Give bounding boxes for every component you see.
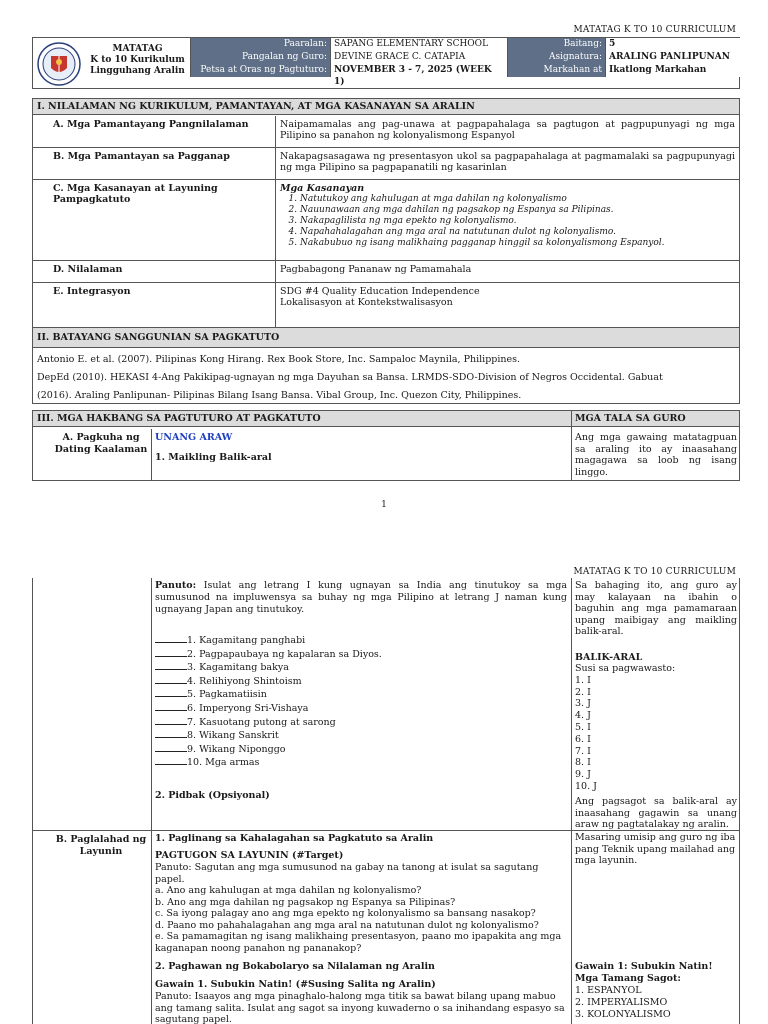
answer-item: 8. I (575, 757, 591, 769)
page-number: 1 (381, 500, 387, 510)
question-item: c. Sa iyong palagay ano ang mga epekto ng kolonyalismo sa bansang nasakop? (155, 908, 536, 919)
teacher-note-1: Ang mga gawaing matatagpuan sa araling ito ay inaasahang magagawa sa loob ng isang linggo. (575, 432, 737, 478)
section-3 (32, 410, 740, 481)
row-pamantayang-pangnilalaman (33, 116, 739, 148)
answer-key (575, 663, 675, 793)
section-2 (32, 328, 740, 404)
pidbak-step: 2. Pidbak (Opsiyonal) (155, 790, 270, 801)
paaralan-value: SAPANG ELEMENTARY SCHOOL (330, 38, 507, 51)
row-a-text: Naipamamalas ang pag-unawa at pagpapahalaga sa pagtugon at pagpupunyagi ng mga Pilipino sa panahon ng kolonyalismong Espanyol (280, 119, 735, 141)
baitang-label: Baitang: (507, 38, 605, 51)
panuto-block (155, 580, 567, 616)
petsa-value: NOVEMBER 3 - 7, 2025 (WEEK 1) (330, 64, 507, 77)
row-c-content (276, 180, 739, 252)
pagkuha-label: A. Pagkuha ng Dating Kaalaman (54, 432, 148, 455)
answer-item: 2. IMPERYALISMO (575, 996, 668, 1008)
answer-item: 2. I (575, 686, 591, 698)
paglalahad-label: B. Paglalahad ng Layunin (55, 834, 147, 857)
list-item: 10. Mga armas (155, 756, 455, 770)
answer-item: 6. I (575, 733, 591, 745)
reference-item: DepEd (2010). HEKASI 4-Ang Pakikipag-ugnayan ng mga Dayuhan sa Bansa. LRMDS-SDO-Division of Negros Occidental. Gabuat (37, 372, 663, 383)
answer-item: 1. I (575, 674, 591, 686)
logo-line2: K to 10 Kurikulum (90, 55, 185, 65)
answer-key-title: Susi sa pagwawasto: (575, 663, 676, 674)
list-item: 2. Nauunawaan ang mga dahilan ng pagsakop ng Espanya sa Pilipinas. (300, 205, 735, 216)
row-a-label: A. Mga Pamantayang Pangnilalaman (33, 116, 276, 147)
page2-table (32, 578, 740, 1024)
balik-aral-step: 1. Maikling Balik-aral (155, 452, 272, 463)
list-item: 7. Kasuotang putong at sarong (155, 716, 455, 730)
deped-seal-icon (37, 42, 81, 86)
b-step1: 1. Paglinang sa Kahalagahan sa Pagkatuto sa Aralin (155, 833, 434, 844)
row-e-label: E. Integrasyon (33, 283, 276, 327)
row-integrasyon (33, 283, 739, 327)
row-kasanayan (33, 180, 739, 261)
list-item: 3. Nakapaglilista ng mga epekto ng kolonyalismo. (300, 216, 735, 227)
markahan-label: Markahan at Linggo: (507, 64, 605, 77)
panuto-text: Isulat ang letrang I kung ugnayan sa India ang tinutukoy sa mga sumusunod na impluwensya sa buhay ng mga Pilipino at letrang J naman kung ugnayang Japan ang tinutukoy. (155, 580, 567, 615)
paaralan-label: Paaralan: (190, 38, 330, 51)
asignatura-value: ARALING PANLIPUNAN (605, 51, 741, 64)
section-3-header (33, 411, 739, 427)
list-item: 9. Wikang Niponggo (155, 743, 455, 757)
panuto-label: Panuto: (155, 580, 197, 591)
balik-aral-note-title: BALIK-ARAL (575, 652, 643, 663)
question-item: d. Paano mo pahahalagahan ang mga aral na natutunan dulot ng kolonyalismo? (155, 919, 539, 931)
row-nilalaman (33, 261, 739, 283)
pagtugon-title: PAGTUGON SA LAYUNIN (#Target) (155, 850, 344, 861)
integrasyon-line1: SDG #4 Quality Education Independence (280, 286, 480, 297)
answer-item: 3. J (575, 698, 591, 710)
answer-item: 1. ESPANYOL (575, 985, 642, 996)
unang-araw: UNANG ARAW (155, 432, 233, 443)
teacher-note-b: Masaring umisip ang guro ng iba pang Teknik upang mailahad ang mga layunin. (575, 832, 736, 866)
list-item: 2. Pagpapaubaya ng kapalaran sa Diyos. (155, 648, 455, 662)
teacher-note-top: Sa bahaging ito, ang guro ay may kalayaan na ibahin o baguhin ang mga pamamaraan upang maibigay ang maikling balik-aral. (575, 580, 737, 637)
integrasyon-line2: Lokalisasyon at Kontekstwalisasyon (280, 297, 453, 308)
gawain1-panuto: Panuto: Isaayos ang mga pinaghalo-halong mga titik sa bawat bilang upang mabuo ang tamang salita. Isulat ang sagot sa inyong kuwaderno o sa inihandang espasyo sa sagutang papel. (155, 991, 565, 1024)
list-item: 4. Relihiyong Shintoism (155, 675, 455, 689)
list-item: 6. Imperyong Sri-Vishaya (155, 702, 455, 716)
section-1-title: I. NILALAMAN NG KURIKULUM, PAMANTAYAN, AT MGA KASANAYAN SA ARALIN (33, 99, 739, 115)
question-item: b. Ano ang mga dahilan ng pagsakop ng Espanya sa Pilipinas? (155, 896, 456, 908)
balik-aral-items (155, 634, 455, 770)
question-item: e. Sa pamamagitan ng isang malikhaing presentasyon, paano mo ipapakita ang mga kaganapan noong panahon ng pananakop? (155, 931, 562, 954)
curriculum-label-page2: MATATAG K TO 10 CURRICULUM (573, 567, 736, 577)
answer-item: 3. KOLONYALISMO (575, 1008, 671, 1020)
row-b-label: B. Mga Pamantayan sa Pagganap (33, 148, 276, 179)
logo-line3: Lingguhang Aralin (90, 66, 185, 76)
kasanayan-heading: Mga Kasanayan (280, 183, 365, 194)
guro-label: Pangalan ng Guro: (190, 51, 330, 64)
teacher-note-bottom: Ang pagsagot sa balik-aral ay inaasahang gagawin sa unang araw ng pagtatalakay ng aralin. (575, 796, 737, 830)
petsa-label: Petsa at Oras ng Pagtuturo: (190, 64, 330, 77)
answer-item: 5. I (575, 721, 591, 733)
section-3-title: III. MGA HAKBANG SA PAGTUTURO AT PAGKATUTO (37, 413, 321, 424)
pagtugon-panuto: Panuto: Sagutan ang mga sumusunod na gabay na tanong at isulat sa sagutang papel. (155, 862, 539, 885)
answer-item: 7. I (575, 745, 591, 757)
reference-item: (2016). Araling Panlipunan- Pilipinas Bilang Isang Bansa. Vibal Group, Inc. Quezon City, Philippines. (37, 390, 522, 401)
gawain1-note-title: Gawain 1: Subukin Natin! (575, 961, 713, 972)
b-step2: 2. Paghawan ng Bokabolaryo sa Nilalaman ng Aralin (155, 961, 435, 972)
asignatura-label: Asignatura: (507, 51, 605, 64)
row-d-label: D. Nilalaman (33, 261, 276, 282)
notes-title: MGA TALA SA GURO (575, 413, 686, 424)
logo-title-block (85, 44, 190, 77)
pagtugon-content (155, 862, 567, 954)
list-item: 5. Pagkamatiisin (155, 688, 455, 702)
logo-title: MATATAG (112, 44, 163, 54)
list-item: 1. Natutukoy ang kahulugan at mga dahilan ng kolonyalismo (300, 194, 735, 205)
gawain1-title: Gawain 1. Subukin Natin! (#Susing Salita ng Aralin) (155, 979, 436, 990)
answer-item: 10. J (575, 780, 597, 792)
section-1 (32, 98, 740, 328)
row-c-label: C. Mga Kasanayan at Layuning Pampagkatuto (33, 180, 276, 260)
section-2-title: II. BATAYANG SANGGUNIAN SA PAGKATUTO (33, 328, 739, 348)
reference-item: Antonio E. et al. (2007). Pilipinas Kong Hirang. Rex Book Store, Inc. Sampaloc Maynila, Philippines. (37, 354, 521, 365)
list-item: 5. Nakabubuo ng isang malikhaing pagganap hinggil sa kolonyalismong Espanyol. (300, 238, 735, 249)
question-item: a. Ano ang kahulugan at mga dahilan ng kolonyalismo? (155, 885, 422, 896)
markahan-value: Ikatlong Markahan (605, 64, 741, 77)
list-item: 8. Wikang Sanskrit (155, 729, 455, 743)
row-pamantayan-pagganap (33, 148, 739, 180)
row-b-text: Nakapagsasagawa ng presentasyon ukol sa pagpapahalaga at pagmamalaki sa pagpupunyagi ng mga Pilipino sa pagpapanatili ng kasarinlan (280, 151, 735, 173)
lesson-header (32, 37, 740, 89)
list-item: 3. Kagamitang bakya (155, 661, 455, 675)
list-item: 1. Kagamitang panghabi (155, 634, 455, 648)
row-e-content (276, 283, 739, 311)
kasanayan-list (280, 194, 735, 249)
list-item: 4. Napahahalagahan ang mga aral na natutunan dulot ng kolonyalismo. (300, 227, 735, 238)
row-d-text: Pagbabagong Pananaw ng Pamamahala (280, 264, 472, 275)
curriculum-label: MATATAG K TO 10 CURRICULUM (573, 25, 736, 35)
answer-item: 4. J (575, 710, 591, 722)
references (33, 348, 739, 408)
tamang-sagot-list (575, 985, 671, 1020)
answer-item: 9. J (575, 769, 591, 781)
baitang-value: 5 (605, 38, 741, 51)
guro-value: DEVINE GRACE C. CATAPIA (330, 51, 507, 64)
tamang-sagot-title: Mga Tamang Sagot: (575, 973, 681, 984)
